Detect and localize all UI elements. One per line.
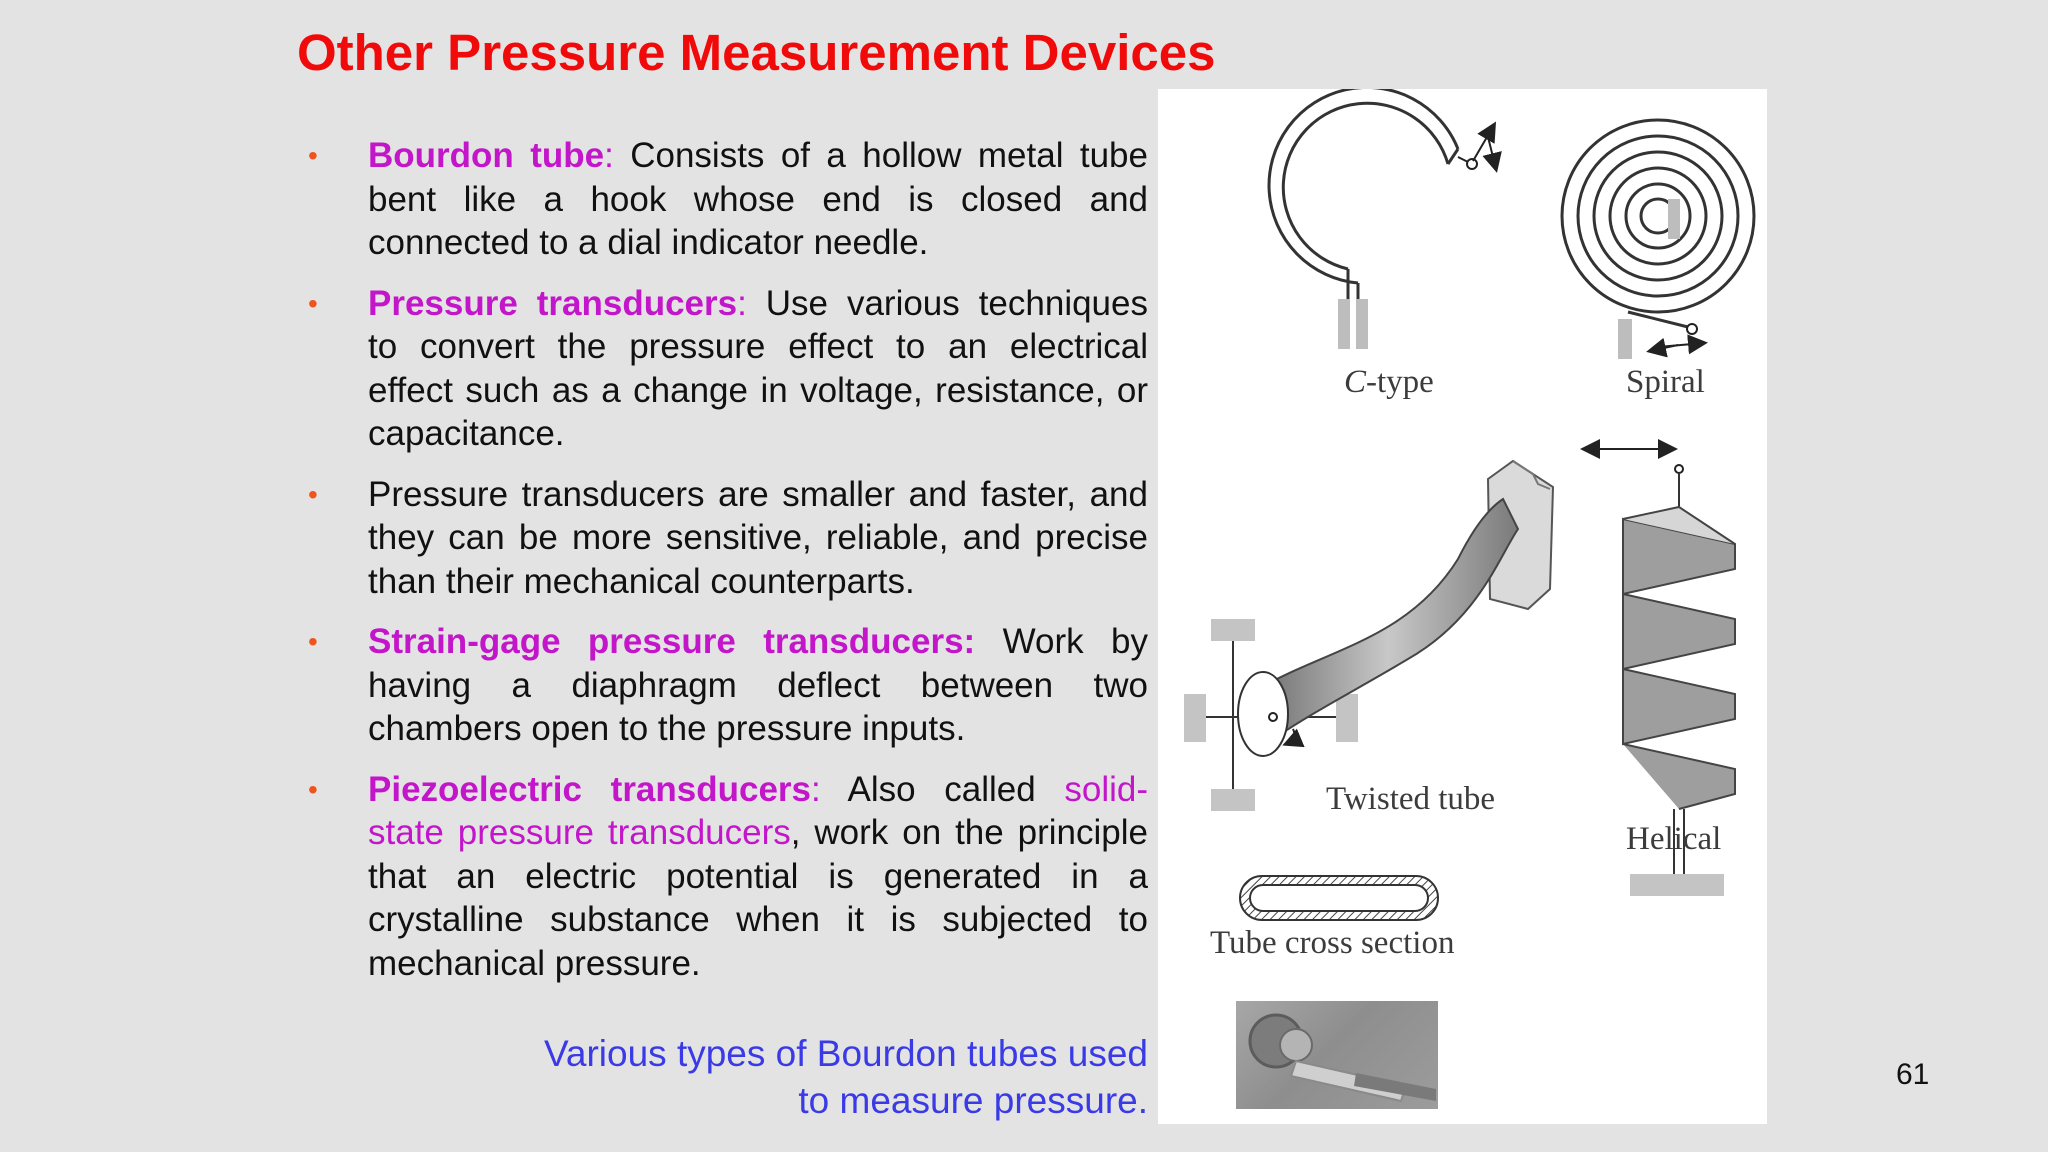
label-c-type: C-type	[1344, 364, 1434, 400]
bourdon-tubes-figure	[1158, 89, 1767, 1124]
term-separator: :	[737, 283, 747, 323]
term-piezoelectric: Piezoelectric transducers	[368, 769, 812, 809]
term-bourdon-tube: Bourdon tube	[368, 136, 605, 175]
label-twisted-tube: Twisted tube	[1326, 781, 1496, 817]
twisted-tube-drawing	[1184, 461, 1553, 811]
bullet-text: Work by having a diaphragm deflect between two chambers open to the pressure inputs.	[368, 622, 1148, 748]
slide-title: Other Pressure Measurement Devices	[297, 24, 1216, 81]
bullet-list	[300, 134, 1148, 1002]
bullet-transducer-advantages	[300, 473, 1148, 604]
bullet-marker: •	[308, 626, 318, 657]
label-spiral: Spiral	[1626, 364, 1705, 400]
bullet-pressure-transducers	[300, 282, 1148, 456]
label-tube-cross-section: Tube cross section	[1210, 925, 1455, 961]
spiral-tube-drawing	[1562, 120, 1754, 359]
bullet-marker: •	[308, 287, 318, 319]
bullet-text: Consists of a hollow metal tube bent like a hook whose end is closed and connected to a dial indicator needle.	[368, 136, 1148, 262]
caption-line-1: Various types of Bourdon tubes used	[543, 1033, 1148, 1074]
bullet-marker: •	[308, 478, 318, 510]
label-helical: Helical	[1626, 821, 1722, 857]
figure-caption	[544, 1030, 1148, 1124]
term-separator: :	[811, 769, 821, 809]
page-number: 61	[1896, 1058, 1930, 1091]
bullet-text: Also called	[820, 769, 1065, 809]
bullet-piezoelectric	[300, 768, 1148, 986]
bourdon-tubes-drawing	[1158, 89, 1767, 1124]
bullet-text: Pressure transducers are smaller and faster, and they can be more sensitive, reliable, and precise than their mechanical counterparts.	[368, 474, 1148, 601]
term-separator: :	[604, 136, 614, 175]
term-pressure-transducers: Pressure transducers	[368, 283, 738, 323]
bullet-bourdon-tube	[300, 134, 1148, 265]
tube-cross-section-drawing	[1240, 876, 1438, 920]
term-strain-gage: Strain-gage pressure transducers:	[368, 622, 976, 661]
bullet-strain-gage	[300, 620, 1148, 751]
caption-line-2: to measure pressure.	[798, 1080, 1148, 1121]
c-type-tube-drawing	[1269, 89, 1496, 349]
bourdon-gauge-photo	[1236, 1001, 1438, 1109]
highlight-solid-state: solid-state pressure transducers	[368, 769, 1148, 852]
photo-image	[1236, 1001, 1438, 1109]
bullet-text: Use various techniques to convert the pressure effect to an electrical effect such as a change in voltage, resistance, or capacitance.	[368, 283, 1148, 453]
bullet-marker: •	[308, 140, 318, 171]
bullet-marker: •	[308, 773, 318, 805]
bullet-text: , work on the principle that an electric potential is generated in a crystalline substance when it is subjected to mechanical pressure.	[368, 813, 1148, 983]
